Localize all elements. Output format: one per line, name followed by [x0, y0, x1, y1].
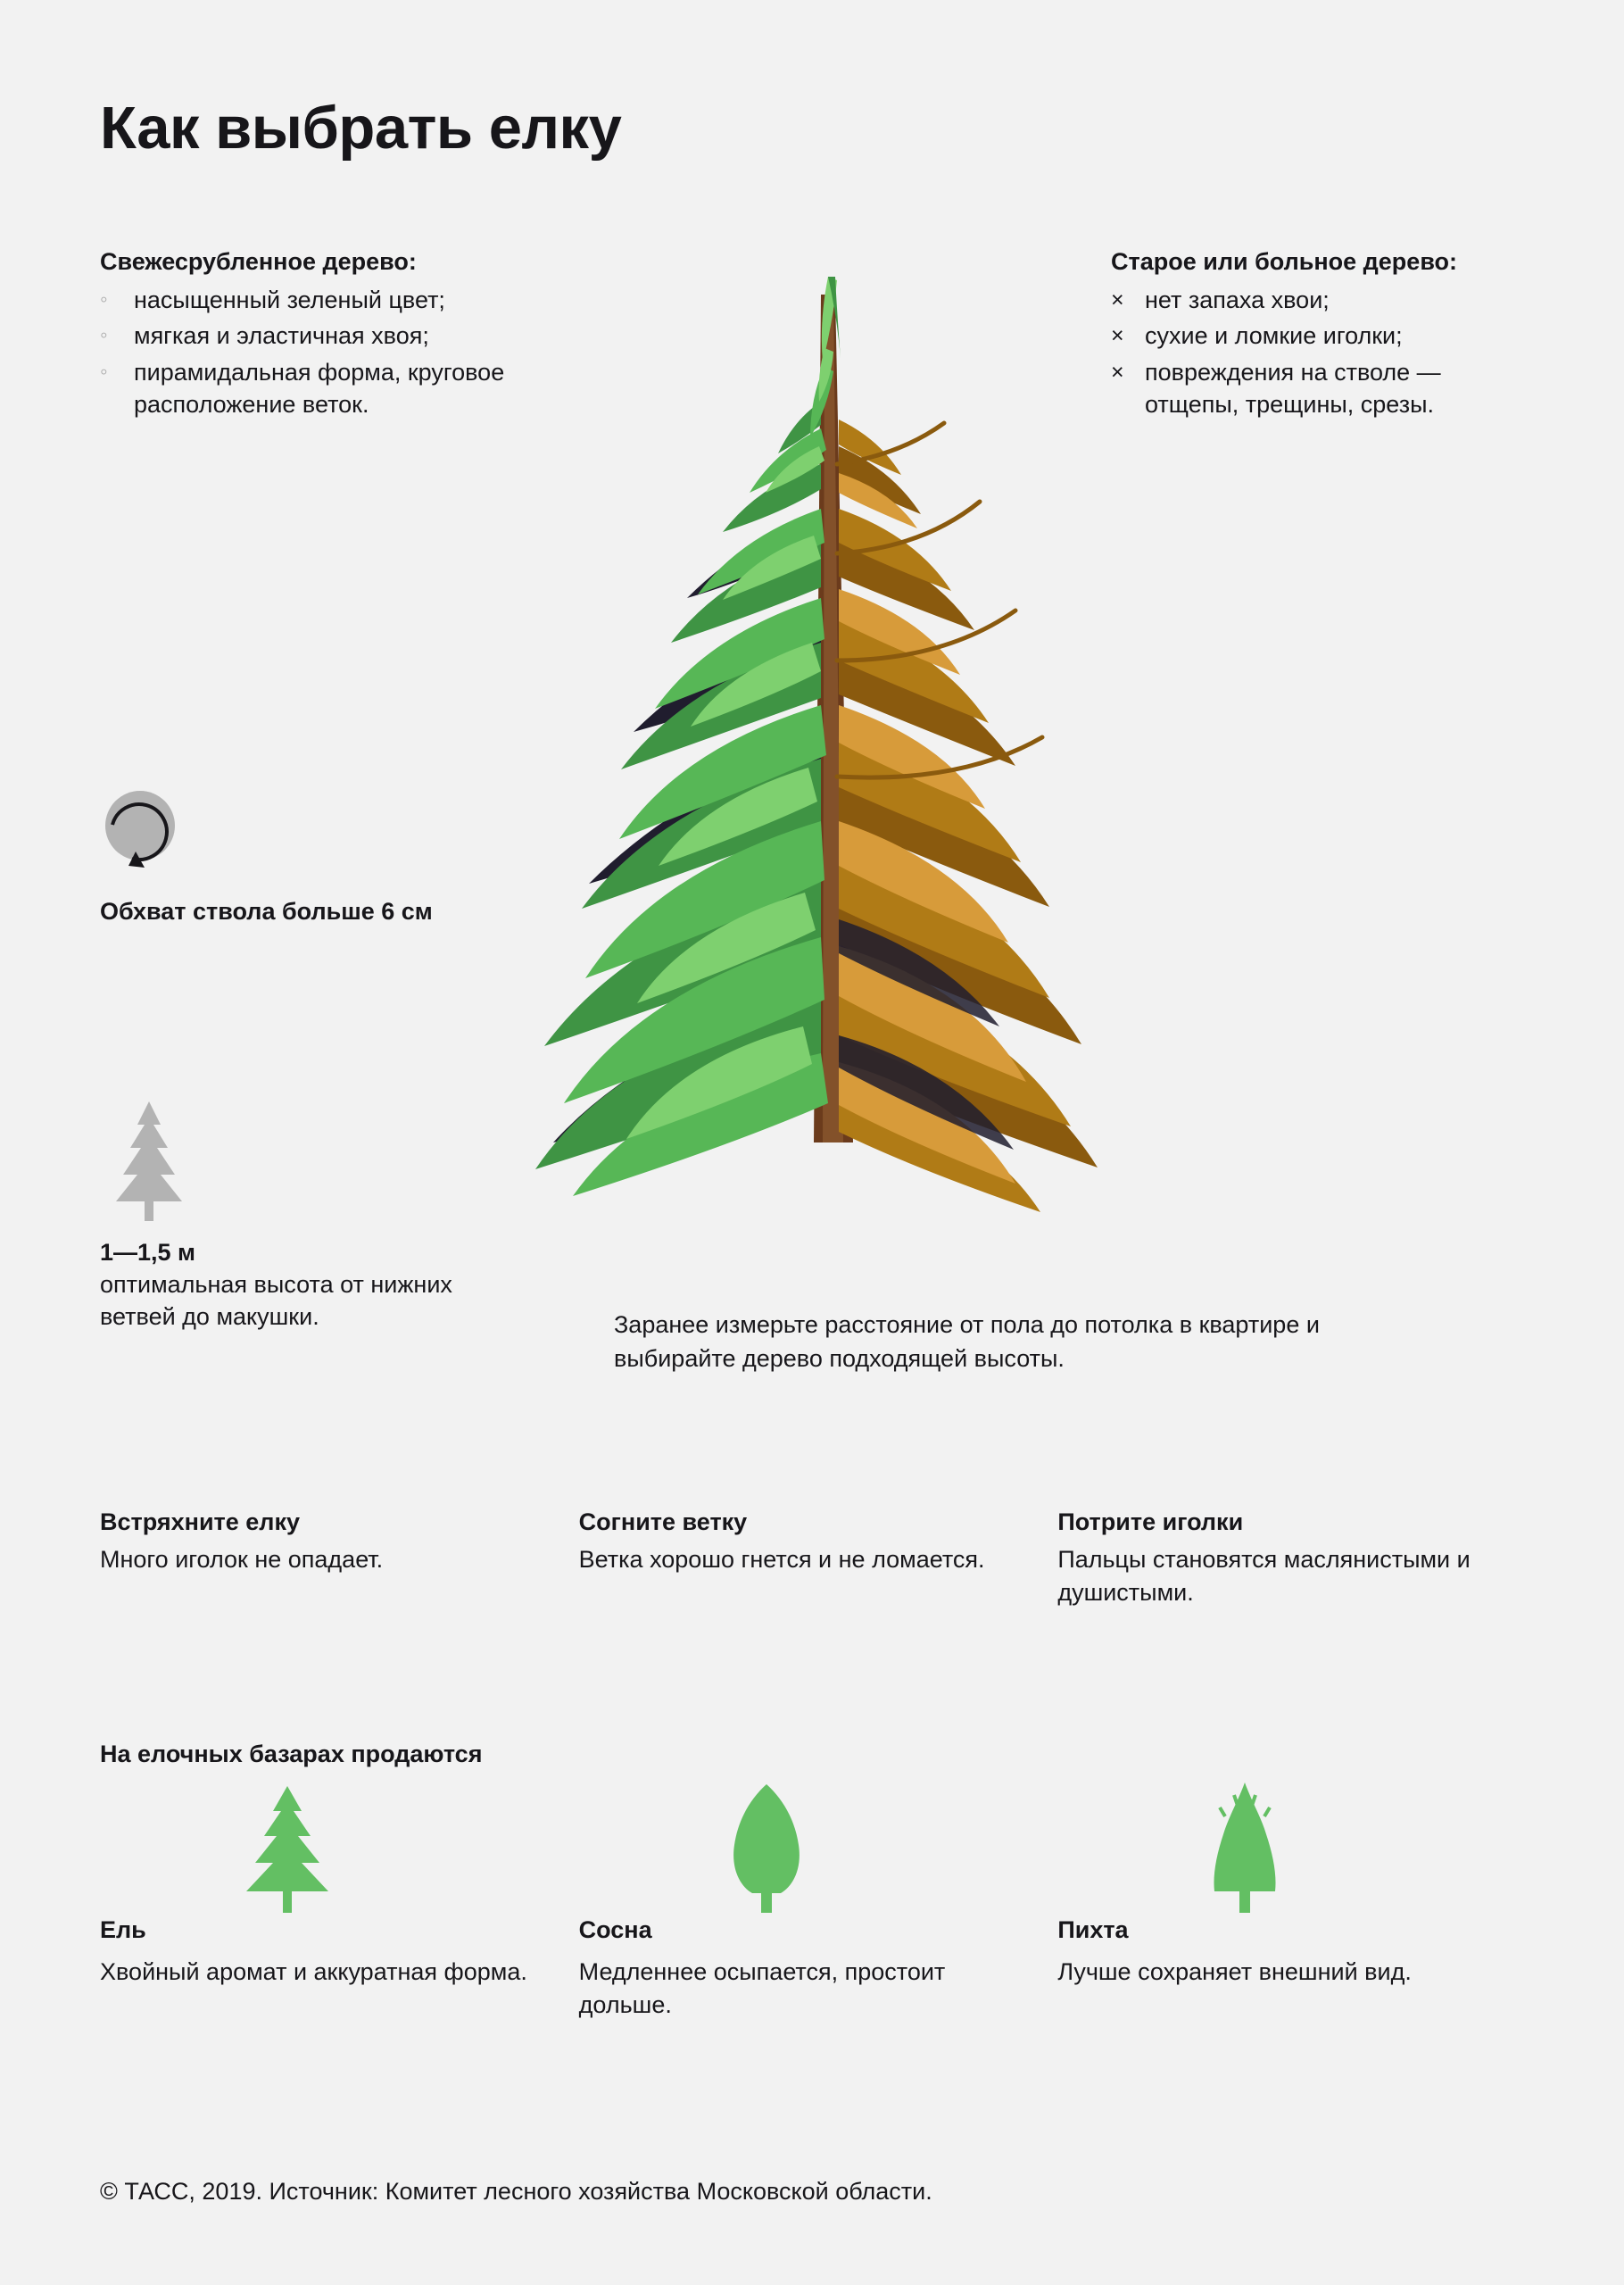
- list-item-label: нет запаха хвои;: [1145, 286, 1330, 313]
- list-item-label: сухие и ломкие иголки;: [1145, 322, 1403, 350]
- list-item-label: пирамидальная форма, круговое расположение веток.: [134, 358, 505, 418]
- tip-text: Пальцы становятся маслянистыми и душистыми.: [1057, 1546, 1471, 1607]
- tip-text: Много иголок не опадает.: [100, 1546, 384, 1573]
- species-spruce: [100, 1781, 579, 2057]
- old-tree-block: [1111, 246, 1539, 424]
- circle-outline-icon: ◦: [100, 359, 108, 384]
- tree-height-value: 1—1,5 м: [100, 1239, 196, 1266]
- list-item: [1111, 284, 1539, 316]
- trunk-girth-label: Обхват ствола больше 6 см: [100, 898, 433, 925]
- tip-title: Встряхните елку: [100, 1508, 300, 1535]
- species-text: Лучше сохраняет внешний вид.: [1057, 1958, 1412, 1985]
- tip-shake-tree: [100, 1508, 579, 1610]
- ceiling-measure-note: Заранее измерьте расстояние от пола до потолка в квартире и выбирайте дерево подходящей высоты.: [614, 1311, 1320, 1373]
- species-name: Пихта: [1057, 1916, 1129, 1943]
- tips-row: [100, 1508, 1537, 1610]
- old-tree-heading: Старое или больное дерево:: [1111, 248, 1458, 275]
- list-item: [100, 284, 519, 316]
- fresh-tree-block: [100, 246, 519, 424]
- source-credit: © ТАСС, 2019. Источник: Комитет лесного хозяйства Московской области.: [100, 2178, 932, 2205]
- species-name: Сосна: [578, 1916, 652, 1943]
- cross-icon: ×: [1111, 287, 1124, 312]
- species-pine: [579, 1781, 1058, 2057]
- species-heading: На елочных базарах продаются: [100, 1741, 483, 1767]
- tip-title: Потрите иголки: [1057, 1508, 1244, 1535]
- page-title: Как выбрать елку: [100, 94, 622, 162]
- pine-icon: [695, 1781, 838, 1919]
- tip-bend-branch: [579, 1508, 1058, 1610]
- species-row: [100, 1781, 1537, 2057]
- tip-title: Согните ветку: [578, 1508, 748, 1535]
- circle-outline-icon: ◦: [100, 287, 108, 312]
- circle-outline-icon: ◦: [100, 323, 108, 348]
- list-item: [100, 320, 519, 352]
- fresh-tree-heading: Свежесрубленное дерево:: [100, 248, 417, 275]
- fir-icon: [1173, 1781, 1316, 1919]
- list-item: [1111, 356, 1539, 421]
- tree-height-block: [100, 1098, 519, 1334]
- cross-icon: ×: [1111, 323, 1124, 349]
- cross-icon: ×: [1111, 359, 1124, 385]
- spruce-icon: [216, 1781, 359, 1919]
- list-item-label: повреждения на стволе — отщепы, трещины, срезы.: [1145, 358, 1441, 418]
- tree-height-text: оптимальная высота от нижних ветвей до макушки.: [100, 1271, 452, 1331]
- fresh-tree-list: [100, 284, 519, 421]
- list-item: [100, 356, 519, 421]
- trunk-girth-circle-icon: [100, 785, 216, 884]
- list-item-label: насыщенный зеленый цвет;: [134, 286, 445, 313]
- tip-text: Ветка хорошо гнется и не ломается.: [578, 1546, 985, 1573]
- old-tree-list: [1111, 284, 1539, 421]
- small-fir-tree-icon: [100, 1098, 198, 1223]
- species-text: Хвойный аромат и аккуратная форма.: [100, 1958, 527, 1985]
- species-fir: [1057, 1781, 1537, 2057]
- list-item: [1111, 320, 1539, 352]
- species-text: Медленнее осыпается, простоит дольше.: [578, 1958, 946, 2019]
- species-name: Ель: [100, 1916, 146, 1943]
- trunk-girth-block: [100, 785, 475, 927]
- tip-rub-needles: [1057, 1508, 1537, 1610]
- list-item-label: мягкая и эластичная хвоя;: [134, 322, 429, 350]
